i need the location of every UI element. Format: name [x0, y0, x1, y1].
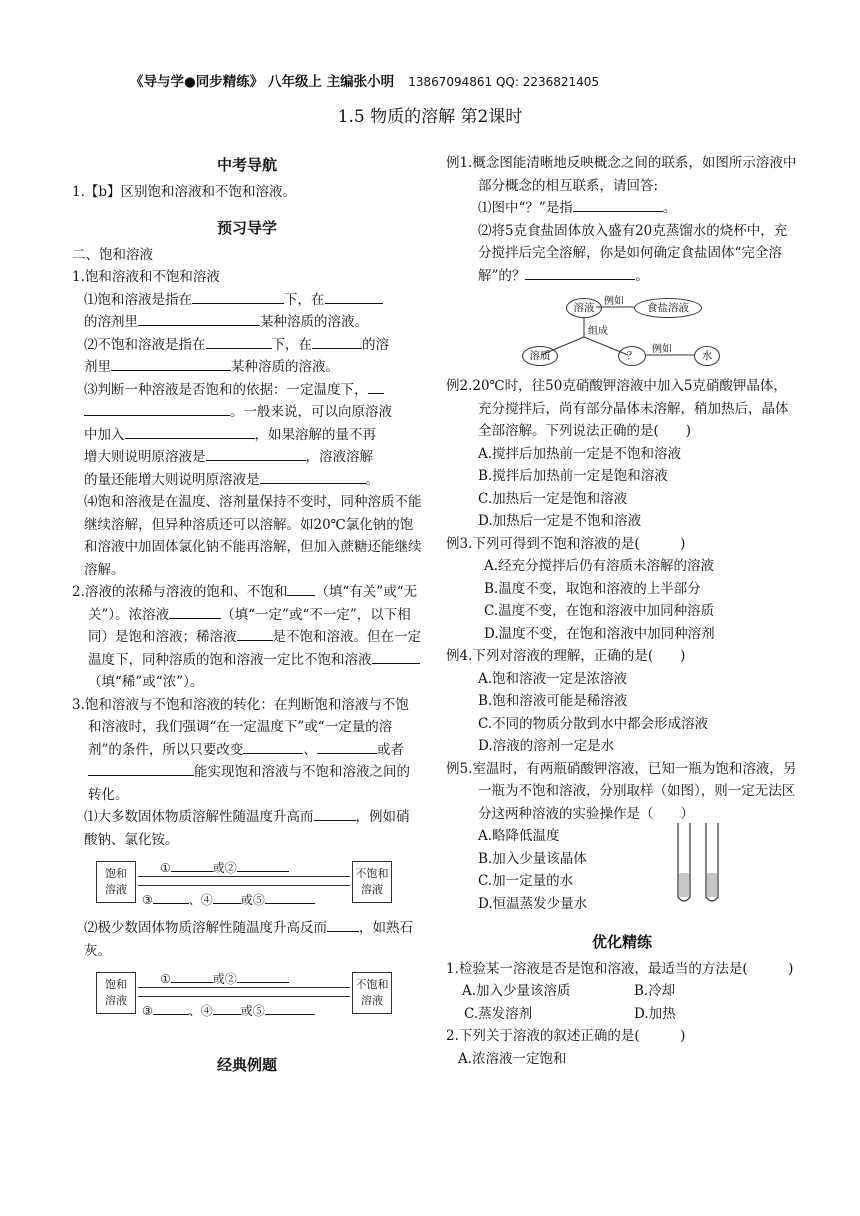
blank[interactable] — [287, 581, 315, 596]
test-tubes-icon — [668, 819, 728, 909]
zhongkao-item: 1.【b】区别饱和溶液和不饱和溶液。 — [72, 183, 297, 200]
right-column — [446, 152, 798, 1070]
diagram-label-top: ① 或② — [160, 857, 289, 880]
blank[interactable] — [573, 197, 663, 212]
blank[interactable] — [206, 446, 306, 461]
blank[interactable] — [206, 334, 272, 349]
concept-solute: 溶质 — [522, 346, 558, 366]
blank[interactable] — [312, 334, 362, 349]
blank[interactable] — [327, 917, 359, 932]
diagram-label-top: ① 或② — [160, 968, 289, 991]
option[interactable]: C.蒸发溶剂 — [464, 1005, 533, 1022]
blank[interactable] — [317, 739, 377, 754]
concept-link-compose: 组成 — [588, 326, 608, 337]
blank[interactable] — [84, 401, 230, 416]
question-1-2: ⑵不饱和溶液是指在 下，在 的溶 剂里 某种溶质的溶液。 — [72, 334, 422, 379]
example-3: 例3.下列可得到不饱和溶液的是( ) — [446, 535, 686, 552]
saturated-box: 饱和 溶液 — [96, 861, 136, 903]
unsaturated-box: 不饱和 溶液 — [352, 861, 392, 903]
option[interactable]: B.加入少量该晶体 — [478, 850, 587, 867]
practice-1-options-row2 — [446, 1003, 798, 1026]
example-5: 例5.室温时，有两瓶硝酸钾溶液，已知一瓶为饱和溶液，另一瓶为不饱和溶液，分别取样（如图），则一定无法区分这两种溶液的实验操作是（ ） — [446, 760, 797, 822]
option[interactable]: A.加入少量该溶质 — [462, 983, 571, 999]
question-1-1: ⑴饱和溶液是指在 下，在 的溶剂里 某种溶质的溶液。 — [72, 289, 422, 334]
conversion-diagram-2 — [72, 966, 422, 1022]
question-3-1: ⑴大多数固体物质溶解性随温度升高而 ，例如硝酸钠、氯化铵。 — [72, 806, 422, 851]
option[interactable]: D.温度不变，在饱和溶液中加同种溶剂 — [484, 625, 715, 642]
question-1-4: ⑷饱和溶液是在温度、溶剂量保持不变时，同种溶质不能继续溶解，但异种溶质还可以溶解。如20℃氯化钠的饱和溶液中加固体氯化钠不能再溶解，但加入蔗糖还能继续溶解。 — [84, 494, 422, 578]
question-3-2: ⑵极少数固体物质溶解性随温度升高反而 ，如熟石灰。 — [72, 917, 422, 962]
option[interactable]: C.加一定量的水 — [478, 873, 574, 889]
example-1-1: ⑴图中“？”是指 。 — [446, 197, 798, 220]
option[interactable]: A.搅拌后加热前一定是不饱和溶液 — [478, 445, 682, 462]
blank[interactable] — [260, 469, 366, 484]
diagram-label-bottom: ③ 、④ 或⑤ — [142, 889, 315, 912]
blank[interactable] — [237, 626, 273, 641]
blank[interactable] — [368, 379, 384, 394]
example-2: 例2.20℃时，往50克硝酸钾溶液中加入5克硝酸钾晶体，充分搅拌后，尚有部分晶体未溶解，稍加热后，晶体全部溶解。下列说法正确的是( ) — [446, 378, 789, 439]
option[interactable]: B.搅拌后加热前一定是饱和溶液 — [478, 468, 668, 484]
option[interactable]: D.加热 — [634, 1005, 676, 1022]
option[interactable]: B.温度不变，取饱和溶液的上半部分 — [484, 580, 701, 597]
section-title-yuxi: 预习导学 — [216, 219, 277, 237]
saturated-box: 饱和 溶液 — [96, 972, 136, 1014]
concept-link-example-1: 例如 — [604, 296, 624, 307]
concept-unknown: ？ — [618, 346, 646, 366]
practice-1: 1.检验某一溶液是否是饱和溶液，最适当的方法是( ) — [446, 960, 794, 977]
practice-1-options-row1 — [446, 980, 798, 1003]
practice-2: 2.下列关于溶液的叙述正确的是( ) — [446, 1028, 686, 1044]
question-2: 2.溶液的浓稀与溶液的饱和、不饱和 （填“有关”或“无关”）。浓溶液 （填“一定”或“不一定”，以下相同）是饱和溶液；稀溶液 是不饱和溶液。但在一定温度下，同种溶质的饱和溶液一定比不饱和溶液（填“稀”或“浓”）。 — [72, 581, 422, 694]
concept-link-example-2: 例如 — [652, 344, 672, 355]
option[interactable]: A.略降低温度 — [478, 828, 560, 844]
blank[interactable] — [138, 311, 260, 326]
option[interactable]: A.浓溶液一定饱和 — [458, 1050, 567, 1067]
subsection-heading: 二、饱和溶液 — [72, 246, 153, 263]
option[interactable]: A.经充分搅拌后仍有溶质未溶解的溶液 — [484, 558, 715, 574]
option[interactable]: D.加热后一定是不饱和溶液 — [478, 513, 642, 529]
contact-info: 13867094861 QQ: 2236821405 — [408, 75, 600, 89]
example-1-2: ⑵将5克食盐固体放入盛有20克蒸馏水的烧杯中，充分搅拌后完全溶解，你是如何确定食盐固体“完全溶解”的？ 。 — [478, 222, 788, 284]
question-1: 1.饱和溶液和不饱和溶液 — [72, 269, 220, 285]
page-header — [130, 70, 770, 90]
diagram-label-bottom: ③ 、④ 或⑤ — [142, 1000, 315, 1023]
concept-salt-solution: 食盐溶液 — [634, 298, 702, 318]
section-title-zhongkao: 中考导航 — [216, 156, 277, 174]
option[interactable]: A.饱和溶液一定是浓溶液 — [478, 670, 628, 687]
conversion-diagram-1 — [72, 855, 422, 911]
blank[interactable] — [525, 265, 635, 280]
concept-water: 水 — [694, 346, 720, 366]
question-1-3: ⑶判断一种溶液是否饱和的依据：一定温度下， 。一般来说，可以向原溶液 中加入 ，如果溶解的量不再 增大则说明原溶液是 ，溶液溶解 的量还能增大则说明原溶液是 。 — [72, 379, 422, 492]
page-title: 1.5 物质的溶解 第2课时 — [337, 107, 523, 127]
section-title-jingdian: 经典例题 — [216, 1056, 277, 1074]
left-column — [72, 152, 422, 1081]
arrow-left-line — [138, 885, 350, 886]
option[interactable]: D.恒温蒸发少量水 — [478, 895, 588, 912]
option[interactable]: C.温度不变，在饱和溶液中加同种溶质 — [484, 603, 715, 619]
concept-map — [446, 293, 798, 369]
example-5-options — [446, 825, 798, 915]
blank[interactable] — [325, 289, 383, 304]
example-4: 例4.下列对溶液的理解，正确的是( ) — [446, 648, 686, 664]
option[interactable]: D.溶液的溶剂一定是水 — [478, 738, 615, 754]
option[interactable]: C.不同的物质分散到水中都会形成溶液 — [478, 715, 709, 732]
unsaturated-box: 不饱和 溶液 — [352, 972, 392, 1014]
option[interactable]: C.加热后一定是饱和溶液 — [478, 490, 628, 507]
question-3: 3.饱和溶液与不饱和溶液的转化：在判断饱和溶液与不饱和溶液时，我们强调“在一定温度下”或“一定量的溶剂”的条件，所以只要改变 、 或者能实现饱和溶液与不饱和溶液之间的转化。 — [72, 696, 410, 803]
blank[interactable] — [372, 649, 420, 664]
example-1: 例1.概念图能清晰地反映概念之间的联系，如图所示溶液中部分概念的相互联系，请回答: — [446, 155, 797, 194]
blank[interactable] — [243, 739, 303, 754]
blank[interactable] — [169, 604, 221, 619]
concept-solution: 溶液 — [566, 298, 602, 318]
blank[interactable] — [314, 806, 356, 821]
blank[interactable] — [192, 289, 284, 304]
blank[interactable] — [88, 761, 194, 776]
section-title-youhua: 优化精练 — [591, 933, 652, 951]
book-title: 《导与学●同步精练》 八年级上 主编张小明 — [130, 74, 395, 90]
option[interactable]: B.饱和溶液可能是稀溶液 — [478, 693, 628, 709]
arrow-left-line — [138, 996, 350, 997]
option[interactable]: B.冷却 — [634, 983, 676, 999]
blank[interactable] — [111, 356, 231, 371]
blank[interactable] — [125, 424, 255, 439]
